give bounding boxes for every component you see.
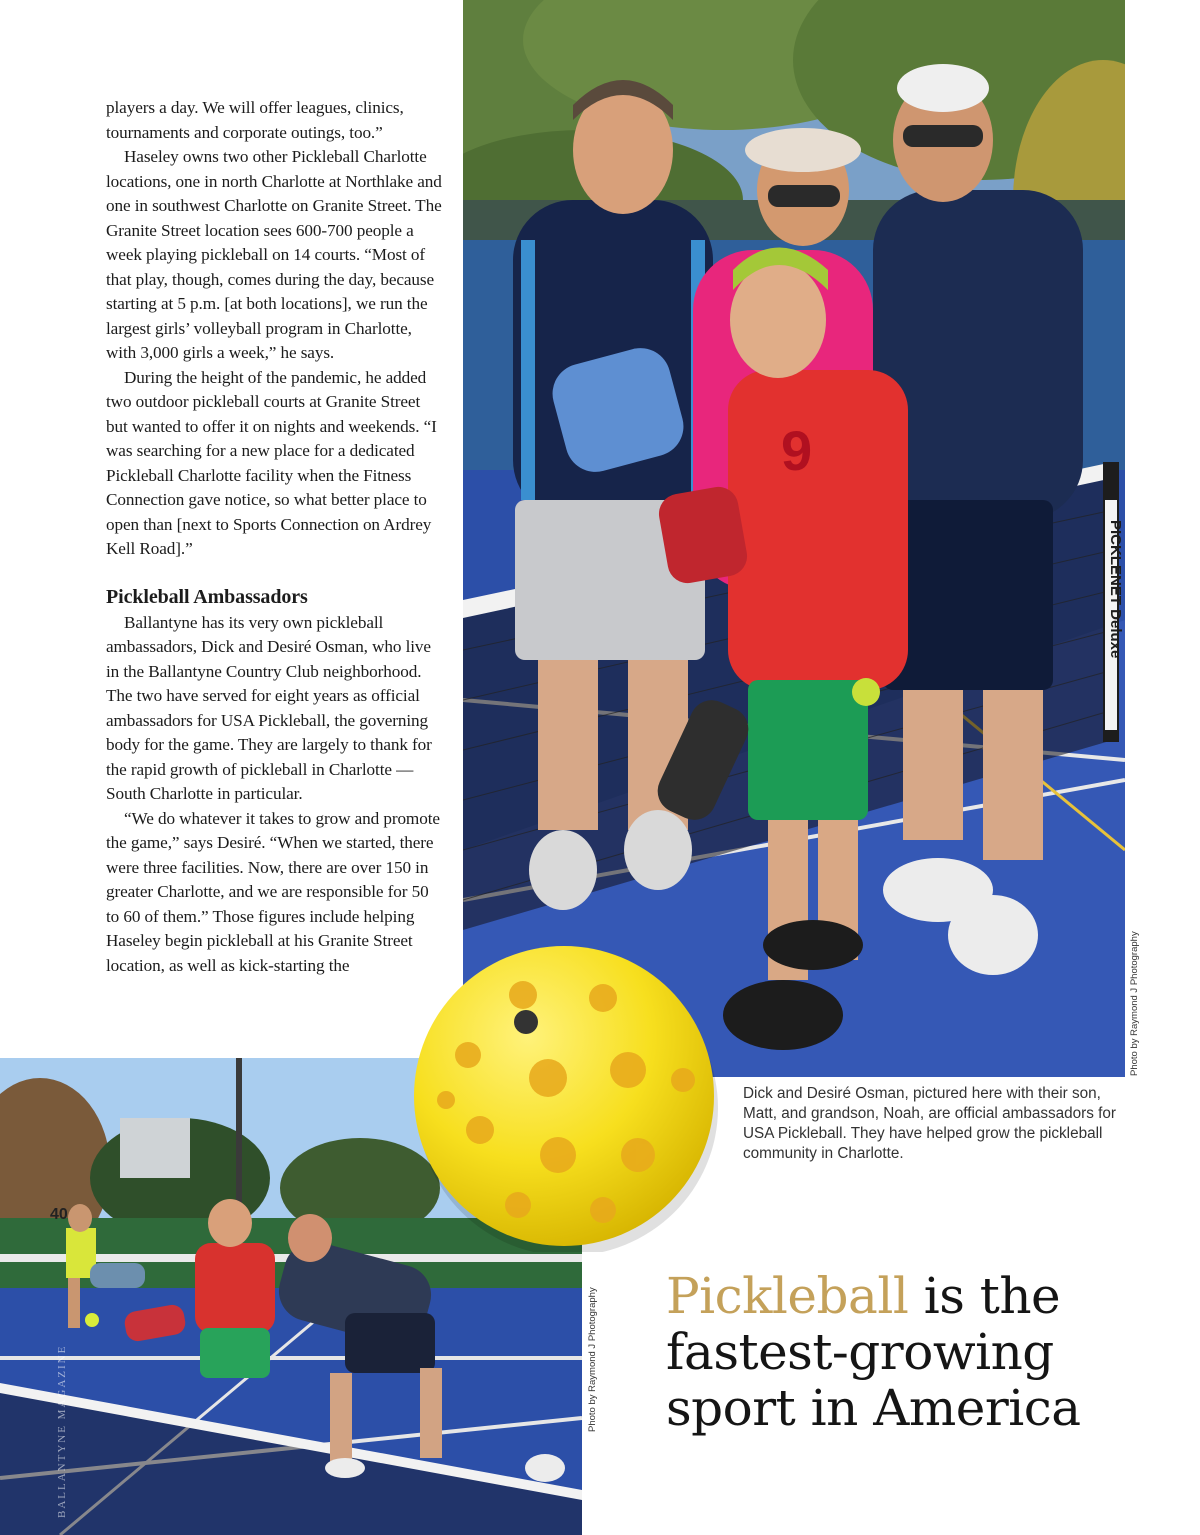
article-paragraph: During the height of the pandemic, he added two outdoor pickleball courts at Granite Street but wanted to offer it on nights and weekends. “I was searching for a new place for a dedicated Pickleball Charlotte facility when the Fitness Connection gave notice, so what better place to open than [next to Sports Connection on Ardrey Kell Road].” [106, 367, 437, 558]
family-photo-illustration [463, 0, 1125, 1077]
main-photo [463, 0, 1125, 1077]
headline-rest: is the [908, 1267, 1061, 1325]
article-body [106, 96, 442, 978]
shirt-number: 9 [781, 419, 813, 482]
headline-line-2: fastest-growing [666, 1323, 1054, 1381]
pickleball-icon [408, 940, 720, 1252]
photo-credit-text: Photo by Raymond J Photography [587, 1287, 598, 1432]
magazine-name-vertical [54, 1290, 70, 1520]
photo-caption: Dick and Desiré Osman, pictured here with their son, Matt, and grandson, Noah, are official ambassadors for USA Pickleball. They have helped grow the pickleball community in Charlotte. [743, 1085, 1116, 1162]
article-paragraph: “We do whatever it takes to grow and promote the game,” says Desiré. “When we started, there were three facilities. Now, there are over 150 in greater Charlotte, and we are responsible for 50 to 60 of them.” Those figures include helping Haseley begin pickleball at his Granite Street location, as well as kick-starting the [106, 808, 440, 975]
article-paragraph: Ballantyne has its very own pickleball ambassadors, Dick and Desiré Osman, who live in the Ballantyne Country Club neighborhood. The two have served for eight years as official ambassadors for USA Pickleball, the governing body for the game. They are largely to thank for the rapid growth of pickleball in Charlotte — South Charlotte in particular. [106, 612, 432, 803]
headline-accent: Pickleball [666, 1267, 909, 1325]
photo-credit-bottom [584, 1283, 604, 1433]
article-paragraph: players a day. We will offer leagues, clinics, tournaments and corporate outings, too.” [106, 98, 404, 142]
page-number: 40 [50, 1206, 68, 1223]
net-brand-label: PICKLENET Deluxe [1107, 520, 1124, 659]
photo-credit-main [1125, 930, 1147, 1077]
article-paragraph: Haseley owns two other Pickleball Charlotte locations, one in north Charlotte at Northlake and one in southwest Charlotte on Granite Street. The Granite Street location sees 600-700 people a week playing pickleball on 14 courts. “Most of that play, though, comes during the day, because starting at 5 p.m. [at both locations], we run the largest girls’ volleyball program in Charlotte, with 3,000 girls a week,” he says. [106, 147, 442, 362]
headline [666, 1268, 1186, 1436]
headline-line-1 [666, 1268, 1186, 1324]
photo-credit-text: Photo by Raymond J Photography [1129, 931, 1140, 1076]
headline-line-3: sport in America [666, 1379, 1081, 1437]
subheading: Pickleball Ambassadors [106, 585, 308, 608]
magazine-name-text: BALLANTYNE MAGAZINE [56, 1344, 68, 1518]
